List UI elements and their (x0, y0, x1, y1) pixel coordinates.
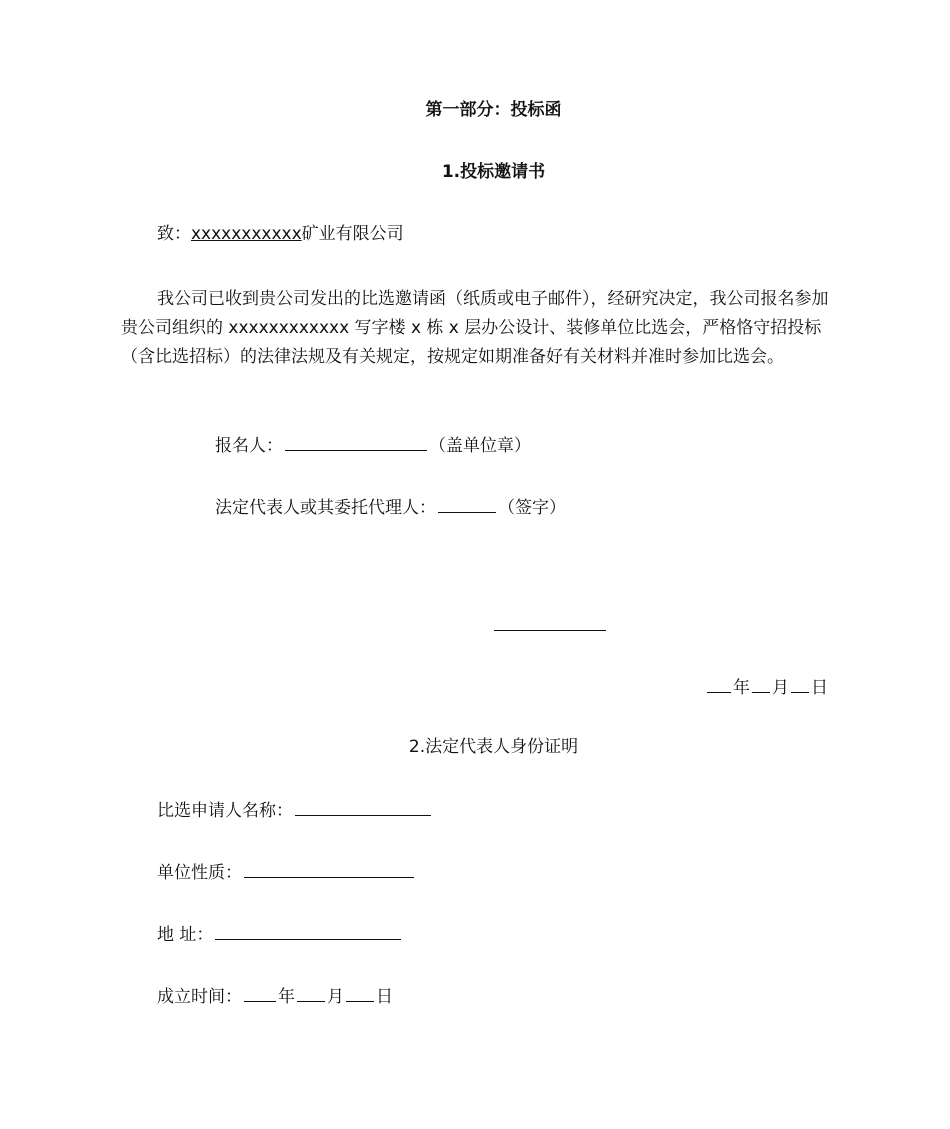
legal-rep-label: 法定代表人或其委托代理人： (215, 498, 436, 518)
month-blank (752, 675, 770, 693)
part-title: 第一部分：投标函 (425, 100, 562, 120)
invitation-body: 我公司已收到贵公司发出的比选邀请函（纸质或电子邮件），经研究决定，我公司报名参加贵公司组织的 xxxxxxxxxxxx 写字楼 x 栋 x 层办公设计、装修单位比选会，严格恪守招投标（含比选招标）的法律法规及有关规定，按规定如期准备好有关材料并准时参加比选会。 (121, 289, 829, 367)
registrant-label: 报名人： (215, 436, 283, 456)
established-day-label: 日 (376, 987, 393, 1007)
company-suffix: 矿业有限公司 (301, 224, 404, 244)
established-label: 成立时间： (157, 987, 242, 1007)
established-year-blank (244, 984, 276, 1002)
date-line (705, 675, 828, 699)
addressee-line (157, 223, 404, 245)
applicant-name-blank (295, 798, 431, 816)
established-month-label: 月 (327, 987, 344, 1007)
nature-blank (244, 860, 414, 878)
established-year-label: 年 (278, 987, 295, 1007)
section1-heading: 1.投标邀请书 (441, 162, 546, 182)
registrant-note: （盖单位章） (429, 436, 531, 456)
established-month-blank (297, 984, 325, 1002)
year-blank (707, 675, 731, 693)
day-label: 日 (811, 678, 828, 698)
month-label: 月 (772, 678, 789, 698)
applicant-name-label: 比选申请人名称： (157, 801, 293, 821)
address-line (157, 922, 403, 946)
legal-rep-line (215, 495, 566, 519)
year-label: 年 (733, 678, 750, 698)
nature-line (157, 860, 416, 884)
to-prefix: 致： (157, 224, 191, 244)
registrant-line (215, 433, 531, 457)
established-day-blank (346, 984, 374, 1002)
registrant-blank (285, 433, 427, 451)
nature-label: 单位性质： (157, 863, 242, 883)
legal-rep-note: （签字） (498, 498, 566, 518)
applicant-name-line (157, 798, 433, 822)
legal-rep-blank (438, 495, 496, 513)
address-label: 地 址： (157, 925, 214, 945)
day-blank (791, 675, 809, 693)
address-blank (215, 922, 401, 940)
company-name-placeholder: xxxxxxxxxxx (191, 224, 302, 244)
section2-heading: 2.法定代表人身份证明 (408, 737, 579, 757)
signature-blank (494, 630, 606, 631)
established-line (157, 984, 393, 1008)
